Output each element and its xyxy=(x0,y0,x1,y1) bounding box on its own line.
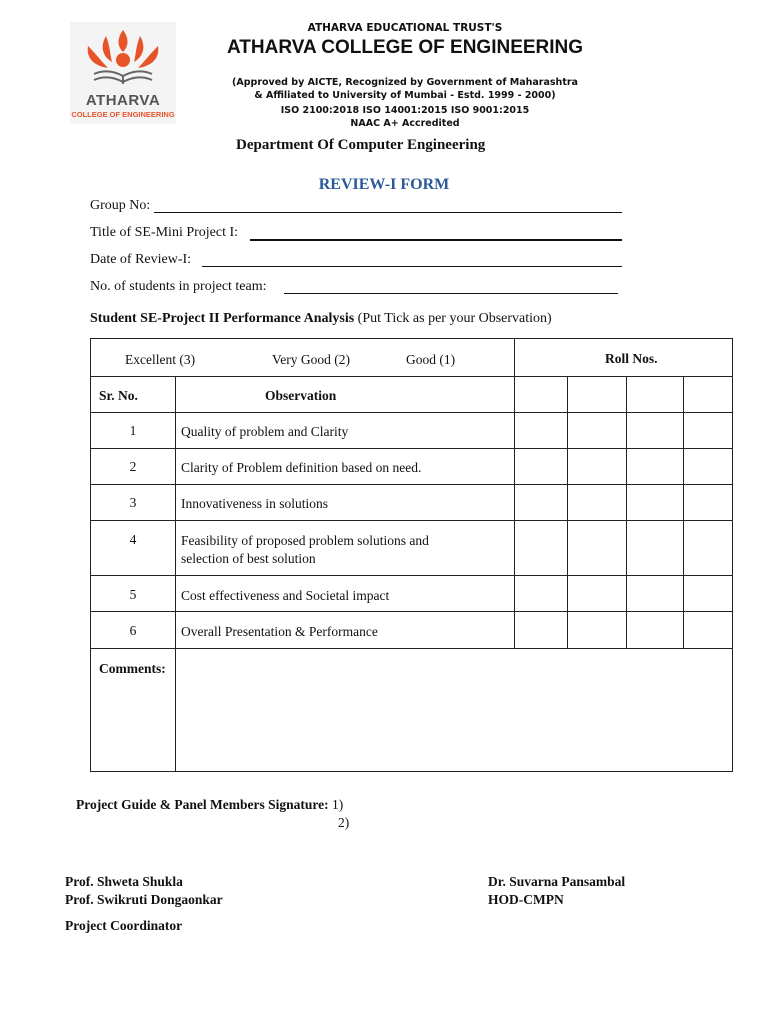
row-number: 2 xyxy=(129,459,137,474)
signature-label: Project Guide & Panel Members Signature: xyxy=(76,797,329,812)
row-number: 3 xyxy=(129,495,137,510)
flame-book-icon xyxy=(70,22,176,92)
students-count-label: No. of students in project team: xyxy=(90,279,267,294)
project-title-line[interactable] xyxy=(250,239,622,241)
hod-title: HOD-CMPN xyxy=(488,892,564,907)
review-date-line[interactable] xyxy=(202,266,622,267)
college-logo xyxy=(70,22,176,124)
rating-good: Good (1) xyxy=(406,352,456,367)
coordinator-2: Prof. Swikruti Dongaonkar xyxy=(65,892,223,907)
row-observation: Innovativeness in solutions xyxy=(181,496,328,511)
row-number: 5 xyxy=(129,587,137,602)
approval-line-2: & Affiliated to University of Mumbai - Estd. 1999 - 2000) xyxy=(254,90,556,101)
iso-line: ISO 2100:2018 ISO 14001:2015 ISO 9001:2015 xyxy=(280,105,530,116)
row-observation: Clarity of Problem definition based on need. xyxy=(181,460,422,475)
review-date-label: Date of Review-I: xyxy=(90,252,192,267)
analysis-heading xyxy=(90,311,552,327)
coordinator-1: Prof. Shweta Shukla xyxy=(65,874,183,889)
students-count-line[interactable] xyxy=(284,293,618,294)
department-name: Department Of Computer Engineering xyxy=(236,137,486,153)
row-observation: Overall Presentation & Performance xyxy=(181,624,378,639)
row-number: 6 xyxy=(129,623,137,638)
hod-name: Dr. Suvarna Pansambal xyxy=(488,874,626,889)
naac-line: NAAC A+ Accredited xyxy=(350,118,460,129)
comments-label: Comments: xyxy=(99,661,166,676)
analysis-heading-bold: Student SE-Project II Performance Analysis xyxy=(90,311,355,326)
group-no-label: Group No: xyxy=(90,198,151,213)
college-name: ATHARVA COLLEGE OF ENGINEERING xyxy=(226,37,584,58)
approval-line-1: (Approved by AICTE, Recognized by Government of Maharashtra xyxy=(232,77,578,88)
trust-name: ATHARVA EDUCATIONAL TRUST'S xyxy=(307,22,503,34)
roll-nos-header: Roll Nos. xyxy=(605,351,658,366)
row-observation: Cost effectiveness and Societal impact xyxy=(181,588,390,603)
row-observation: Quality of problem and Clarity xyxy=(181,424,349,439)
observation-table xyxy=(90,338,733,772)
signature-two: 2) xyxy=(338,815,350,830)
logo-wordmark: ATHARVA xyxy=(85,92,161,109)
row-number: 1 xyxy=(129,423,137,438)
row-observation: Feasibility of proposed problem solutions and xyxy=(181,533,429,548)
row-number: 4 xyxy=(129,532,137,547)
rating-very-good: Very Good (2) xyxy=(272,352,350,367)
signature-one: 1) xyxy=(328,797,344,812)
row-observation-cont: selection of best solution xyxy=(181,551,316,566)
observation-header: Observation xyxy=(265,388,337,403)
form-title: REVIEW-I FORM xyxy=(318,176,450,193)
comments-box[interactable] xyxy=(177,651,729,769)
analysis-heading-note: (Put Tick as per your Observation) xyxy=(354,311,552,326)
project-title-label: Title of SE-Mini Project I: xyxy=(90,225,239,240)
signature-line xyxy=(76,797,343,813)
logo-subtext: COLLEGE OF ENGINEERING xyxy=(71,110,175,119)
coordinator-title: Project Coordinator xyxy=(65,918,183,933)
rating-excellent: Excellent (3) xyxy=(125,352,196,367)
srno-header: Sr. No. xyxy=(99,388,138,403)
group-no-line[interactable] xyxy=(154,212,622,213)
